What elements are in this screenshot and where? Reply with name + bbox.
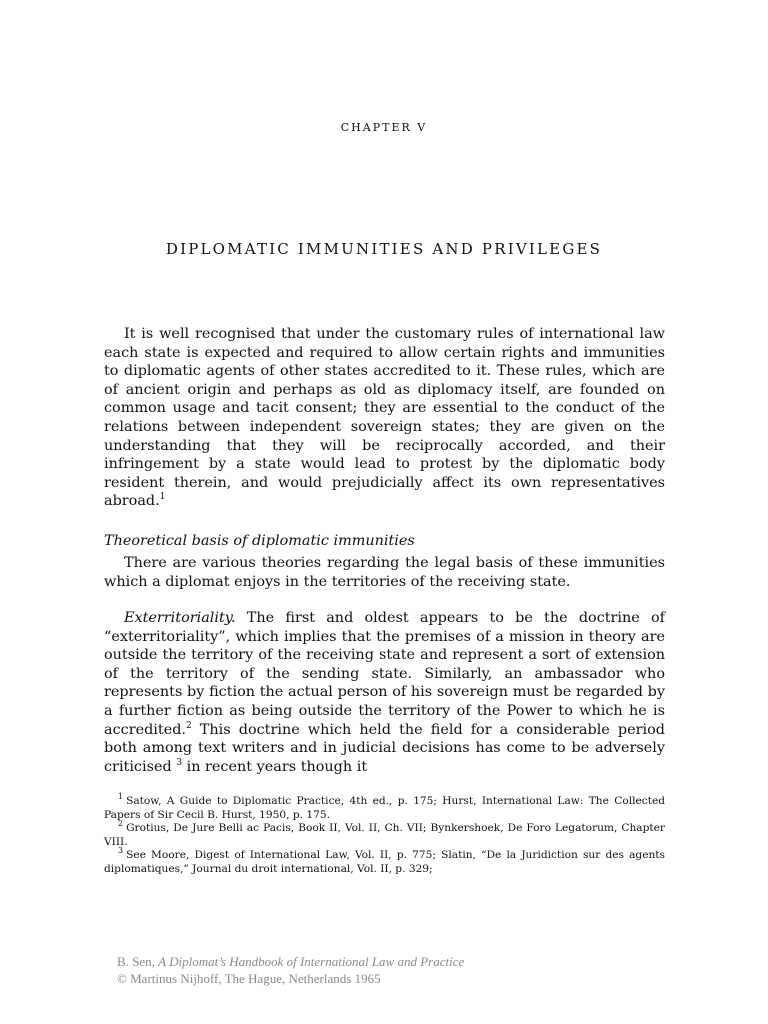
intro-paragraph <box>104 325 665 511</box>
footnote-1 <box>104 792 665 822</box>
exterritoriality-text-b: This doctrine which held the field for a considerable period both among text writers and in judicial decisions has come to be adversely criticised <box>104 721 665 775</box>
credit-author: B. Sen, <box>117 954 159 969</box>
intro-text: It is well recognised that under the customary rules of international law each state is expected and required to allow certain rights and immunities to diplomatic agents of other states accredited to it. These rules, which are of ancient origin and perhaps as old as diplomacy itself, are founded on common usage and tacit consent; they are essential to the conduct of the relations between independent sovereign states; they are given on the understanding that they will be reciprocally accorded, and their infringement by a state would lead to protest by the diplomatic body resident therein, and would prejudicially affect its own representatives abroad. <box>104 326 665 510</box>
footnote-3 <box>104 846 665 876</box>
section-heading: Theoretical basis of diplomatic immunities <box>104 533 415 549</box>
footnotes <box>104 792 665 876</box>
credit-publisher: © Martinus Nijhoff, The Hague, Netherlands 1965 <box>117 971 381 986</box>
credit-book-title: A Diplomat’s Handbook of International Law and Practice <box>158 954 465 969</box>
footnote-ref-2[interactable]: 2 <box>186 720 192 731</box>
publication-credit <box>117 953 464 987</box>
footnote-mark: 2 <box>118 819 124 829</box>
section-paragraph <box>104 554 665 591</box>
footnote-2 <box>104 819 665 849</box>
chapter-title: DIPLOMATIC IMMUNITIES AND PRIVILEGES <box>165 240 603 258</box>
credit-line-1 <box>117 953 464 970</box>
exterritoriality-text-c: in recent years though it <box>182 758 368 775</box>
exterritoriality-lead: Exterritoriality. <box>124 610 236 626</box>
exterritoriality-text-a: The first and oldest appears to be the doctrine of “exterritoriality”, which implies that the premises of a mission in theory are outside the territory of the receiving state and represent a sort of extension of the territory of the sending state. Similarly, an ambassador who represents by fiction the actual person of his sovereign must be regarded by a further fiction as being outside the territory of the Power to which he is accredited. <box>104 610 665 738</box>
footnote-text: Grotius, De Jure Belli ac Pacis, Book II, Vol. II, Ch. VII; Bynkershoek, De Foro Legatorum, Chapter VIII. <box>104 822 665 848</box>
section-text: There are various theories regarding the legal basis of these immunities which a diplomat enjoys in the territories of the receiving state. <box>104 555 665 590</box>
exterritoriality-paragraph <box>104 609 665 776</box>
footnote-ref-3[interactable]: 3 <box>176 757 183 768</box>
chapter-label: CHAPTER V <box>340 121 428 134</box>
footnote-text: See Moore, Digest of International Law, Vol. II, p. 775; Slatin, “De la Juridiction sur des agents diplomatiques,” Journal du droit international, Vol. II, p. 329; <box>104 849 665 875</box>
footnote-ref-1[interactable]: 1 <box>159 492 166 503</box>
footnote-mark: 3 <box>118 846 124 856</box>
footnote-text: Satow, A Guide to Diplomatic Practice, 4th ed., p. 175; Hurst, International Law: The Collected Papers of Sir Cecil B. Hurst, 1950, p. 175. <box>104 795 665 821</box>
footnote-mark: 1 <box>118 792 124 802</box>
